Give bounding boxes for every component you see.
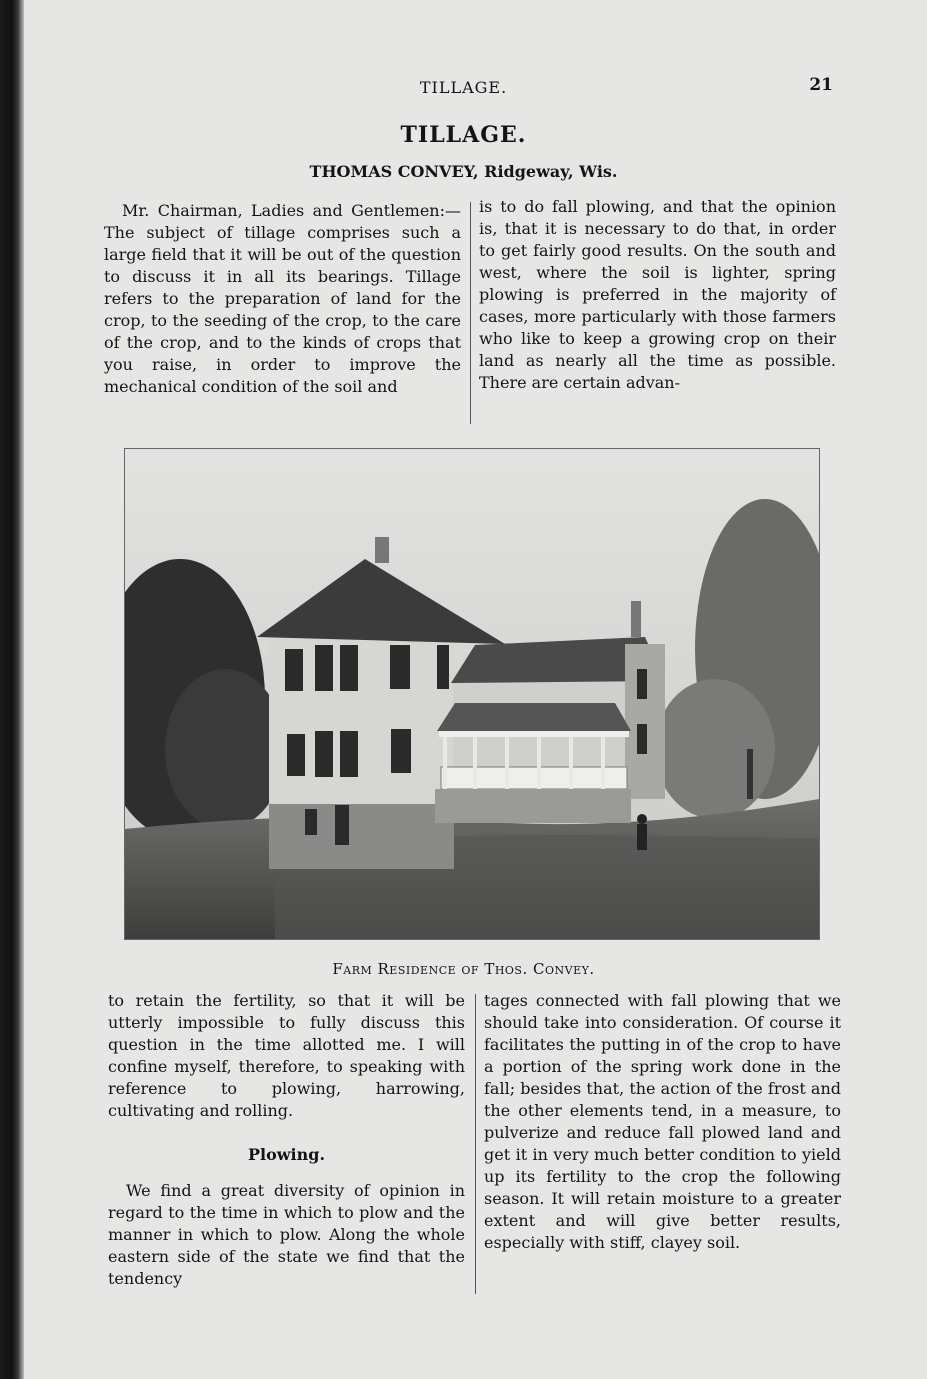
- top-right-paragraph: is to do fall plowing, and that the opinion is, that it is necessary to do that, in order to get fairly good results. On the south and west, where the soil is lighter, spring plowing is preferred in the majority of cases, more particularly with those farmers who like to keep a growing crop on their land as nearly all the time as possible. There are certain advan-: [479, 197, 836, 392]
- bottom-left-column: [108, 990, 465, 1290]
- column-divider-bottom: [475, 994, 476, 1294]
- top-right-column: [479, 196, 836, 394]
- section-heading-plowing: Plowing.: [247, 1145, 326, 1164]
- bottom-left-paragraph-2: We find a great diversity of opinion in regard to the time in which to plow and the manner in which to plow. Along the whole eastern side of the state we find that the tendency: [108, 1181, 465, 1288]
- bottom-left-paragraph-1: to retain the fertility, so that it will be utterly impossible to fully discuss this question in the time allotted me. I will confine myself, therefore, to speaking with reference to plowing, harrowing, cultivating and rolling.: [108, 991, 465, 1120]
- column-divider-top: [470, 202, 471, 424]
- farm-house-illustration: [125, 449, 819, 939]
- book-binding-edge: [0, 0, 24, 1379]
- bottom-right-paragraph: tages connected with fall plowing that we should take into consideration. Of course it facilitates the putting in of the crop to have a portion of the spring work done in the fall; besides that, the action of the frost and the other elements tend, in a measure, to pulverize and reduce fall plowed land and get it in very much better condition to yield up its fertility to the crop the following season. It will retain moisture to a greater extent and will give better results, especially with stiff, clayey soil.: [484, 991, 841, 1252]
- page-number: 21: [809, 75, 833, 95]
- article-title: TILLAGE.: [400, 122, 527, 148]
- article-author: THOMAS CONVEY, Ridgeway, Wis.: [309, 162, 618, 181]
- top-left-column: [104, 200, 461, 398]
- running-head: TILLAGE.: [419, 78, 508, 97]
- farm-residence-photo: [124, 448, 820, 940]
- bottom-right-column: [484, 990, 841, 1254]
- top-left-paragraph: Mr. Chairman, Ladies and Gentlemen:—The subject of tillage comprises such a large field that it will be out of the question to discuss it in all its bearings. Tillage refers to the preparation of land for the crop, to the seeding of the crop, to the care of the crop, and to the kinds of crops that you raise, in order to improve the mechanical condition of the soil and: [104, 201, 461, 396]
- photo-caption: Farm Residence of Thos. Convey.: [332, 960, 595, 978]
